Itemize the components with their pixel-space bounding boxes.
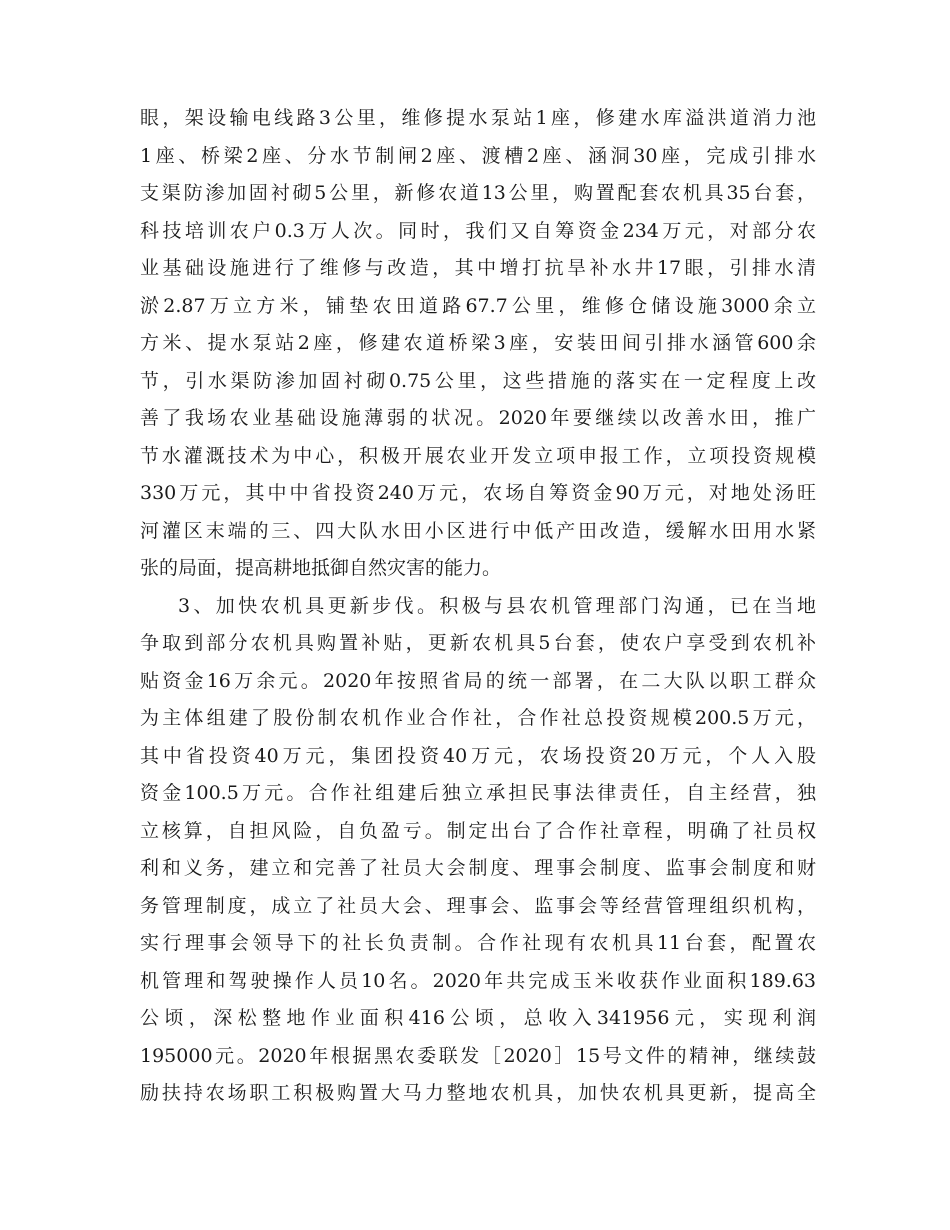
text-line: 科技培训农户0.3万人次。同时，我们又自筹资金234万元，对部分农	[140, 219, 816, 242]
text-line: 为主体组建了股份制农机作业合作社，合作社总投资规模200.5万元，	[140, 707, 816, 729]
text-line: 方米、提水泵站2座，修建农道桥梁3座，安装田间引排水涵管600余	[140, 332, 816, 354]
body-text	[140, 100, 816, 1113]
text-line: 善了我场农业基础设施薄弱的状况。2020年要继续以改善水田，推广	[140, 407, 816, 429]
text-line: 节，引水渠防渗加固衬砌0.75公里，这些措施的落实在一定程度上改	[140, 369, 816, 392]
text-line: 资金100.5万元。合作社组建后独立承担民事法律责任，自主经营，独	[140, 782, 816, 804]
text-line: 争取到部分农机具购置补贴，更新农机具5台套，使农户享受到农机补	[140, 632, 816, 654]
text-line: 195000元。2020年根据黑农委联发［2020］15号文件的精神，继续鼓	[140, 1044, 816, 1067]
text-line: 节水灌溉技术为中心，积极开展农业开发立项申报工作，立项投资规模	[140, 444, 816, 467]
text-line: 机管理和驾驶操作人员10名。2020年共完成玉米收获作业面积189.63	[140, 969, 816, 992]
text-line: 贴资金16万余元。2020年按照省局的统一部署，在二大队以职工群众	[140, 669, 816, 692]
text-line: 河灌区末端的三、四大队水田小区进行中低产田改造，缓解水田用水紧	[140, 519, 816, 542]
text-line: 330万元，其中中省投资240万元，农场自筹资金90万元，对地处汤旺	[140, 482, 816, 504]
text-line: 公顷，深松整地作业面积416公顷，总收入341956元，实现利润	[140, 1007, 816, 1029]
text-line: 1座、桥梁2座、分水节制闸2座、渡槽2座、涵洞30座，完成引排水	[140, 144, 816, 167]
text-line: 务管理制度，成立了社员大会、理事会、监事会等经营管理组织机构，	[140, 894, 816, 917]
text-line: 其中省投资40万元，集团投资40万元，农场投资20万元，个人入股	[140, 744, 816, 767]
text-line: 实行理事会领导下的社长负责制。合作社现有农机具11台套，配置农	[140, 932, 816, 954]
text-line: 励扶持农场职工积极购置大马力整地农机具，加快农机具更新，提高全	[140, 1082, 816, 1104]
text-line: 眼，架设输电线路3公里，维修提水泵站1座，修建水库溢洪道消力池	[140, 107, 816, 129]
text-line: 淤2.87万立方米，铺垫农田道路67.7公里，维修仓储设施3000余立	[140, 294, 816, 317]
text-line: 业基础设施进行了维修与改造，其中增打抗旱补水井17眼，引排水清	[140, 257, 816, 279]
text-line: 利和义务，建立和完善了社员大会制度、理事会制度、监事会制度和财	[140, 857, 816, 879]
paragraph-end-line: 张的局面，提高耕地抵御自然灾害的能力。	[140, 557, 502, 579]
text-line: 立核算，自担风险，自负盈亏。制定出台了合作社章程，明确了社员权	[140, 819, 816, 842]
section-heading-line: 3、加快农机具更新步伐。积极与县农机管理部门沟通，已在当地	[178, 594, 816, 617]
text-line: 支渠防渗加固衬砌5公里，新修农道13公里，购置配套农机具35台套，	[140, 182, 816, 204]
